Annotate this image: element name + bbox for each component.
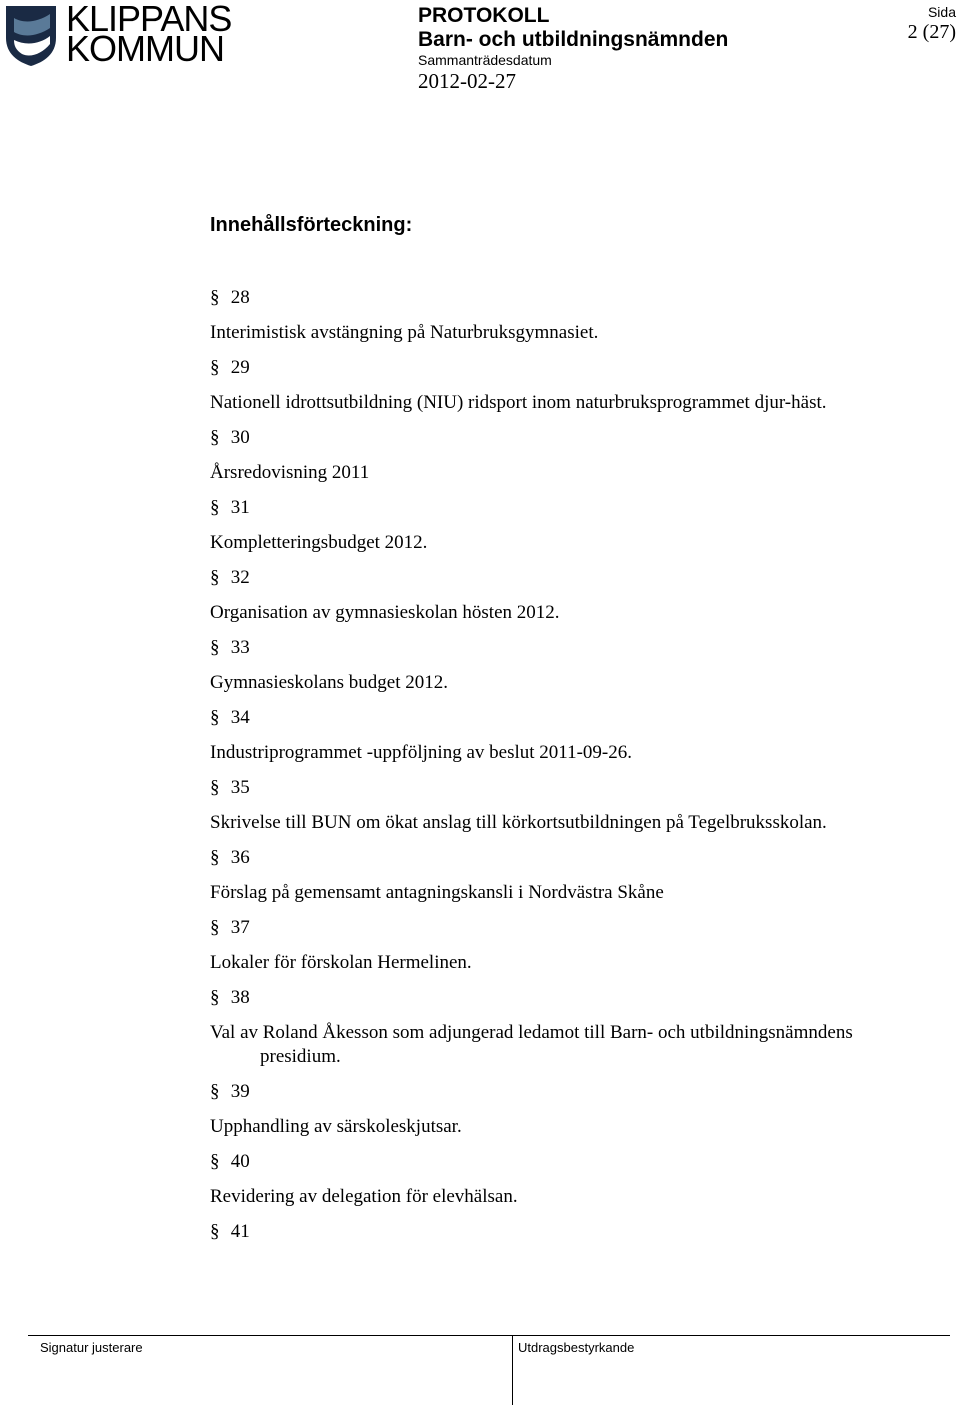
section-sign: §	[210, 637, 220, 658]
section-sign: §	[210, 357, 220, 378]
footer-divider	[512, 1335, 513, 1405]
board-name: Barn- och utbildningsnämnden	[418, 28, 729, 51]
section-sign: §	[210, 427, 220, 448]
section-number: 38	[230, 987, 250, 1008]
certification-label: Utdragsbestyrkande	[518, 1340, 635, 1355]
toc-entry-number	[210, 1220, 910, 1244]
section-sign: §	[210, 567, 220, 588]
section-number: 31	[230, 497, 250, 518]
toc-entry-number	[210, 846, 910, 870]
toc-entry-number	[210, 1150, 910, 1174]
toc-entry-title: Upphandling av särskoleskjutsar.	[210, 1116, 462, 1137]
section-number: 39	[230, 1081, 250, 1102]
toc-entry-number	[210, 916, 910, 940]
toc-entry-number	[210, 286, 910, 310]
toc-entry-title: Val av Roland Åkesson som adjungerad ledamot till Barn- och utbildningsnämndens presidium.	[210, 1022, 853, 1067]
section-sign: §	[210, 1221, 220, 1242]
section-number: 35	[230, 777, 250, 798]
section-number: 29	[230, 357, 250, 378]
toc-entry-title: Lokaler för förskolan Hermelinen.	[210, 952, 472, 973]
section-sign: §	[210, 847, 220, 868]
section-number: 30	[230, 427, 250, 448]
toc-entry-title: Industriprogrammet -uppföljning av beslut 2011-09-26.	[210, 742, 632, 763]
meeting-date-label: Sammanträdesdatum	[418, 52, 552, 68]
toc-title: Innehållsförteckning:	[210, 214, 413, 236]
toc-entry-number	[210, 566, 910, 590]
toc-entry-number	[210, 986, 910, 1010]
toc-entry-number	[210, 356, 910, 380]
section-number: 36	[230, 847, 250, 868]
section-number: 34	[230, 707, 250, 728]
section-sign: §	[210, 777, 220, 798]
logo-line-1: KLIPPANS	[66, 0, 232, 39]
section-sign: §	[210, 497, 220, 518]
section-sign: §	[210, 707, 220, 728]
section-sign: §	[210, 287, 220, 308]
signature-label: Signatur justerare	[40, 1340, 143, 1355]
section-number: 28	[230, 287, 250, 308]
toc-entry-title: Skrivelse till BUN om ökat anslag till körkortsutbildningen på Tegelbruksskolan.	[210, 812, 827, 833]
section-sign: §	[210, 1081, 220, 1102]
page-number: 2 (27)	[907, 21, 956, 43]
toc-entry-number	[210, 426, 910, 450]
document-type: PROTOKOLL	[418, 4, 550, 27]
meeting-date: 2012-02-27	[418, 69, 516, 93]
toc-entry-number	[210, 636, 910, 660]
logo-line-2: KOMMUN	[66, 28, 224, 69]
section-sign: §	[210, 987, 220, 1008]
toc-entry-number	[210, 1080, 910, 1104]
shield-icon	[4, 4, 58, 68]
section-sign: §	[210, 1151, 220, 1172]
page-label: Sida	[927, 4, 956, 20]
toc-entry-title: Kompletteringsbudget 2012.	[210, 532, 428, 553]
section-number: 33	[230, 637, 250, 658]
toc-entry-title: Interimistisk avstängning på Naturbruksgymnasiet.	[210, 322, 599, 343]
toc-entry-title: Förslag på gemensamt antagningskansli i Nordvästra Skåne	[210, 882, 664, 903]
toc-entry-number	[210, 706, 910, 730]
section-number: 41	[230, 1221, 250, 1242]
toc-entry-number	[210, 776, 910, 800]
footer-rule	[28, 1335, 950, 1336]
section-sign: §	[210, 917, 220, 938]
logo-wordmark	[66, 0, 232, 69]
table-of-contents	[210, 286, 910, 1255]
toc-entry-title: Nationell idrottsutbildning (NIU) ridsport inom naturbruksprogrammet djur-häst.	[210, 392, 827, 413]
section-number: 40	[230, 1151, 250, 1172]
section-number: 32	[230, 567, 250, 588]
toc-entry-number	[210, 496, 910, 520]
toc-entry-title: Revidering av delegation för elevhälsan.	[210, 1186, 518, 1207]
municipality-logo	[4, 0, 232, 69]
toc-entry-title: Årsredovisning 2011	[210, 462, 370, 483]
section-number: 37	[230, 917, 250, 938]
toc-entry-title: Gymnasieskolans budget 2012.	[210, 672, 449, 693]
toc-entry-title: Organisation av gymnasieskolan hösten 2012.	[210, 602, 560, 623]
